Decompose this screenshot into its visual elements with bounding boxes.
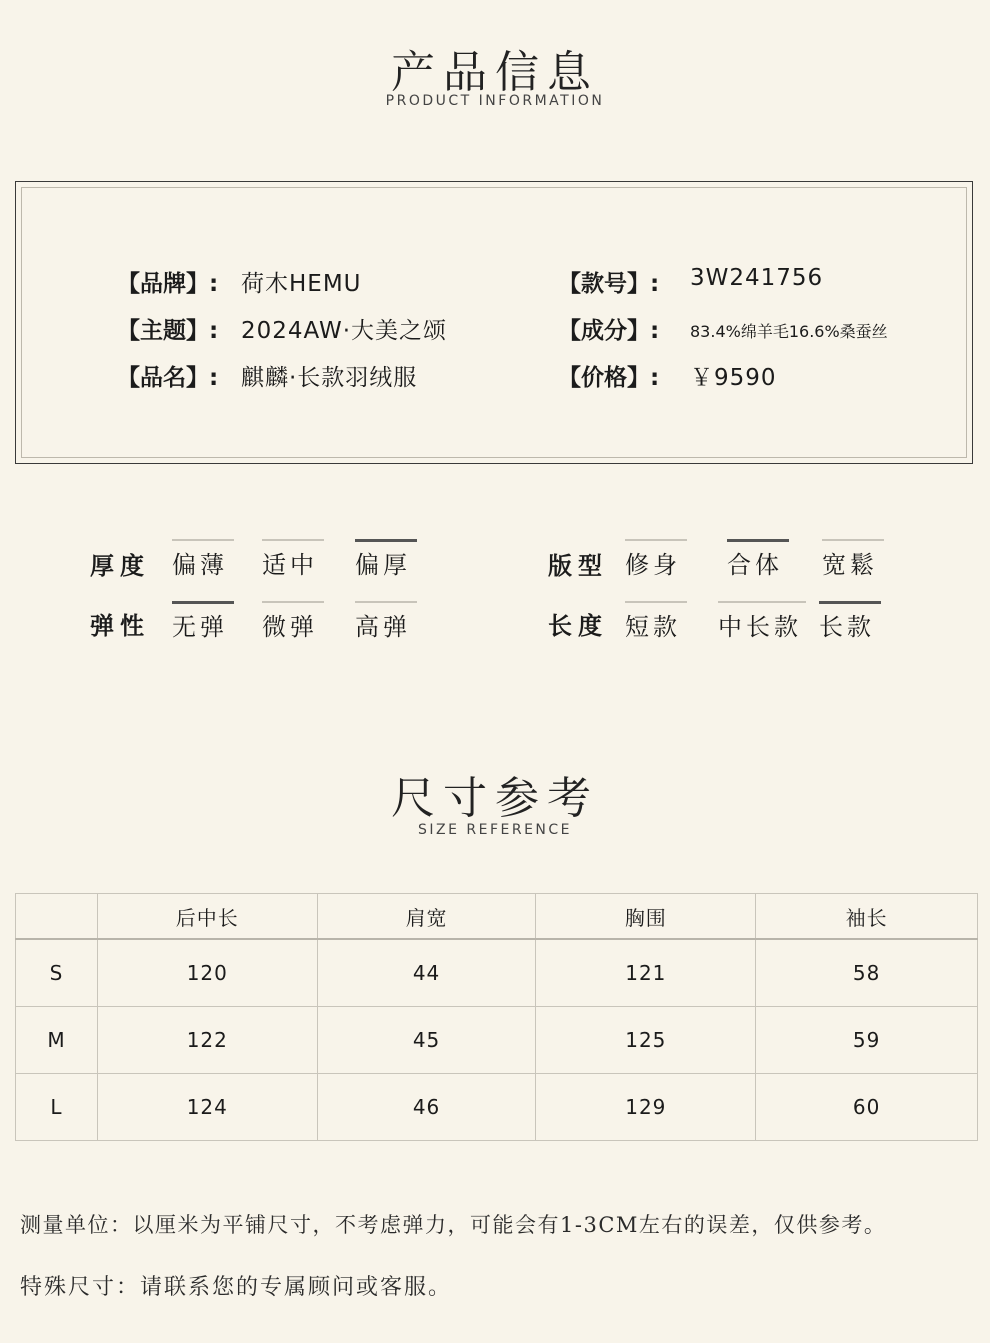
table-cell: 125 [536, 1007, 756, 1074]
table-cell: 58 [756, 939, 978, 1007]
size-cell: S [16, 939, 98, 1007]
special-size-note: 特殊尺寸：请联系您的专属顾问或客服。 [20, 1275, 453, 1300]
size-reference-subtitle: SIZE REFERENCE [417, 822, 573, 838]
length-option-long-selected: 长款 [819, 601, 881, 642]
table-row [16, 1007, 978, 1074]
elasticity-option-high: 高弹 [355, 601, 417, 642]
thickness-option-medium: 适中 [262, 539, 324, 580]
size-table-header-chest: 胸围 [536, 894, 756, 940]
product-info-title: 产品信息 [391, 47, 599, 98]
table-cell: 60 [756, 1074, 978, 1141]
table-cell: 45 [317, 1007, 536, 1074]
price-label: 【价格】: [558, 365, 660, 391]
thickness-option-thin: 偏薄 [172, 539, 234, 580]
size-table-header-corner [16, 894, 98, 940]
thickness-label: 厚度 [90, 552, 150, 580]
length-option-short: 短款 [625, 601, 687, 642]
elasticity-option-slight: 微弹 [262, 601, 324, 642]
fit-option-loose: 宽鬆 [822, 539, 884, 580]
size-table-header-back-length: 后中长 [97, 894, 317, 940]
price-value: ￥9590 [690, 365, 777, 391]
thickness-option-thick-selected: 偏厚 [355, 539, 417, 580]
brand-label: 【品牌】: [117, 271, 219, 297]
size-table-header-row [16, 894, 978, 940]
table-cell: 122 [97, 1007, 317, 1074]
table-cell: 129 [536, 1074, 756, 1141]
style-number-value: 3W241756 [690, 265, 824, 291]
product-name-label: 【品名】: [117, 365, 219, 391]
table-cell: 120 [97, 939, 317, 1007]
composition-value: 83.4%绵羊毛16.6%桑蚕丝 [690, 322, 888, 341]
measurement-unit-note: 测量单位：以厘米为平铺尺寸，不考虑弹力，可能会有1-3CM左右的误差，仅供参考。 [20, 1213, 887, 1237]
size-table [15, 893, 978, 1141]
size-cell: L [16, 1074, 98, 1141]
style-number-label: 【款号】: [558, 271, 660, 297]
length-label: 长度 [548, 612, 608, 640]
size-table-header-sleeve: 袖长 [756, 894, 978, 940]
table-cell: 46 [317, 1074, 536, 1141]
size-cell: M [16, 1007, 98, 1074]
table-row [16, 1074, 978, 1141]
product-info-subtitle: PRODUCT INFORMATION [385, 93, 605, 109]
product-name-value: 麒麟·长款羽绒服 [241, 365, 418, 391]
size-table-header-shoulder: 肩宽 [317, 894, 536, 940]
elasticity-option-none-selected: 无弹 [172, 601, 234, 642]
table-cell: 44 [317, 939, 536, 1007]
table-row [16, 939, 978, 1007]
theme-label: 【主题】: [117, 318, 219, 344]
elasticity-label: 弹性 [90, 612, 150, 640]
table-cell: 59 [756, 1007, 978, 1074]
composition-label: 【成分】: [558, 318, 660, 344]
fit-option-regular-selected: 合体 [727, 539, 789, 580]
table-cell: 121 [536, 939, 756, 1007]
fit-option-slim: 修身 [625, 539, 687, 580]
brand-value: 荷木HEMU [241, 271, 362, 297]
fit-label: 版型 [548, 552, 608, 580]
theme-value: 2024AW·大美之颂 [241, 318, 448, 344]
table-cell: 124 [97, 1074, 317, 1141]
length-option-medium-long: 中长款 [718, 601, 806, 642]
size-reference-title: 尺寸参考 [391, 773, 599, 824]
